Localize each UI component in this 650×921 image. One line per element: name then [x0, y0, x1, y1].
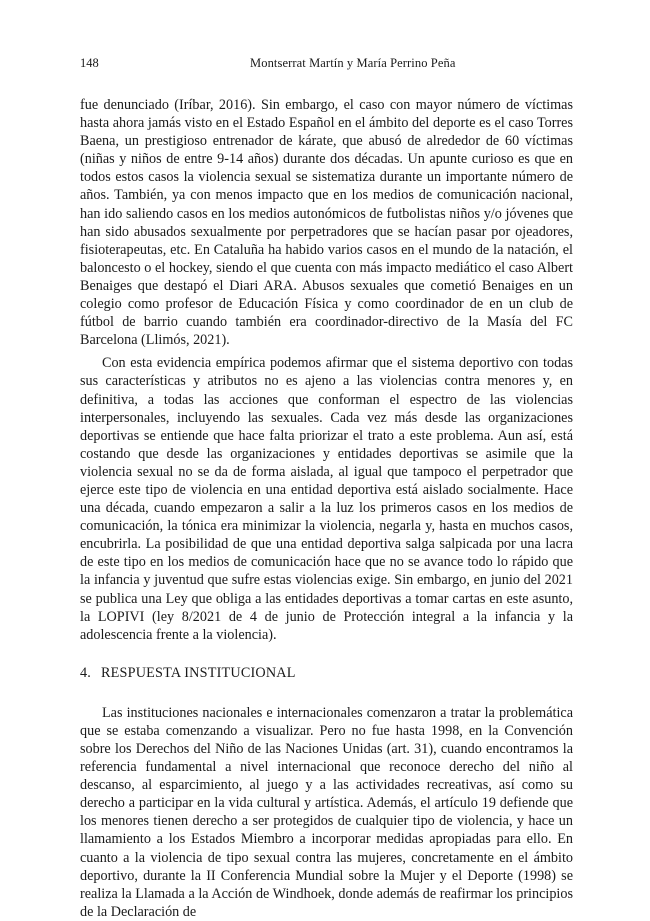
body-paragraph-2: Con esta evidencia empírica podemos afirmar que el sistema deportivo con todas sus características y atributos no es ajeno a las violencias contra menores y, en definitiva, a todas las acciones que conforman el espectro de las violencias interpersonales, incluyendo las sexuales. Cada vez más desde las organizaciones deportivas se entiende que hace falta priorizar el trato a este problema. Aun así, está costando que desde las organizaciones y entidades deportivas se asimile que la violencia sexual no se da de forma aislada, al igual que tampoco el perpetrador que ejerce este tipo de violencia en una entidad deportiva está aislado socialmente. Hace una década, cuando empezaron a salir a la luz los primeros casos en los medios de comunicación, la tónica era minimizar la violencia, negarla y, hasta en muchos casos, encubrirla. La posibilidad de que una entidad deportiva salga salpicada por una lacra de este tipo en los medios de comunicación hace que no se avance todo lo rápido que la infancia y juventud que sufre estas violencias exige. Sin embargo, en junio del 2021 se publica una Ley que obliga a las entidades deportivas a tomar cartas en este asunto, la LOPIVI (ley 8/2021 de 4 de junio de Protección integral a la infancia y la adolescencia frente a la violencia). — [80, 355, 573, 643]
section-title: RESPUESTA INSTITUCIONAL — [101, 664, 296, 681]
body-paragraph-3: Las instituciones nacionales e internacionales comenzaron a tratar la problemática que se estaba comenzando a visualizar. Pero no fue hasta 1998, en la Convención sobre los Derechos del Niño de las Naciones Unidas (art. 31), cuando encontramos la referencia fundamental a nivel internacional que reconoce derecho del niño al descanso, al esparcimiento, al juego y a las actividades recreativas, así como su derecho a participar en la vida cultural y artística. Además, el artículo 19 defiende que los menores tienen derecho a ser protegidos de cualquier tipo de violencia, y hace un llamamiento a los Estados Miembro a incorporar medidas apropiadas para ello. En cuanto a la violencia de tipo sexual contra las mujeres, concretamente en el ámbito deportivo, durante la II Conferencia Mundial sobre la Mujer y el Deporte (1998) se realiza la Llamada a la Acción de Windhoek, donde además de reafirmar los principios de la Declaración de — [80, 704, 573, 920]
running-head — [80, 56, 573, 74]
section-heading — [80, 664, 573, 682]
body-paragraph-1: fue denunciado (Iríbar, 2016). Sin embargo, el caso con mayor número de víctimas hasta ahora jamás visto en el Estado Español en el ámbito del deporte es el caso Torres Baena, un prestigioso entrenador de kárate, que abusó de alrededor de 60 víctimas (niñas y niños de entre 9-14 años) durante dos décadas. Un apunte curioso es que en todos estos casos la violencia sexual se sistematiza durante un importante número de años. También, ya con menos impacto que en los medios de comunicación nacional, han ido saliendo casos en los medios autonómicos de futbolistas niños y/o jóvenes que han sido abusados sexualmente por perpetradores que se hacían pasar por ojeadores, fisioterapeutas, etc. En Cataluña ha habido varios casos en el mundo de la natación, el baloncesto o el hockey, siendo el que cuenta con más impacto mediático el caso Albert Benaiges que destapó el Diari ARA. Abusos sexuales que cometió Benaiges en un colegio como profesor de Educación Física y como coordinador de en un club de fútbol de barrio cuando también era coordinador-directivo de la Masía del FC Barcelona (Llimós, 2021). — [80, 97, 573, 349]
page-number: 148 — [80, 56, 99, 70]
running-title: Montserrat Martín y María Perrino Peña — [250, 56, 456, 70]
section-number: 4. — [80, 664, 92, 681]
page — [80, 56, 573, 921]
